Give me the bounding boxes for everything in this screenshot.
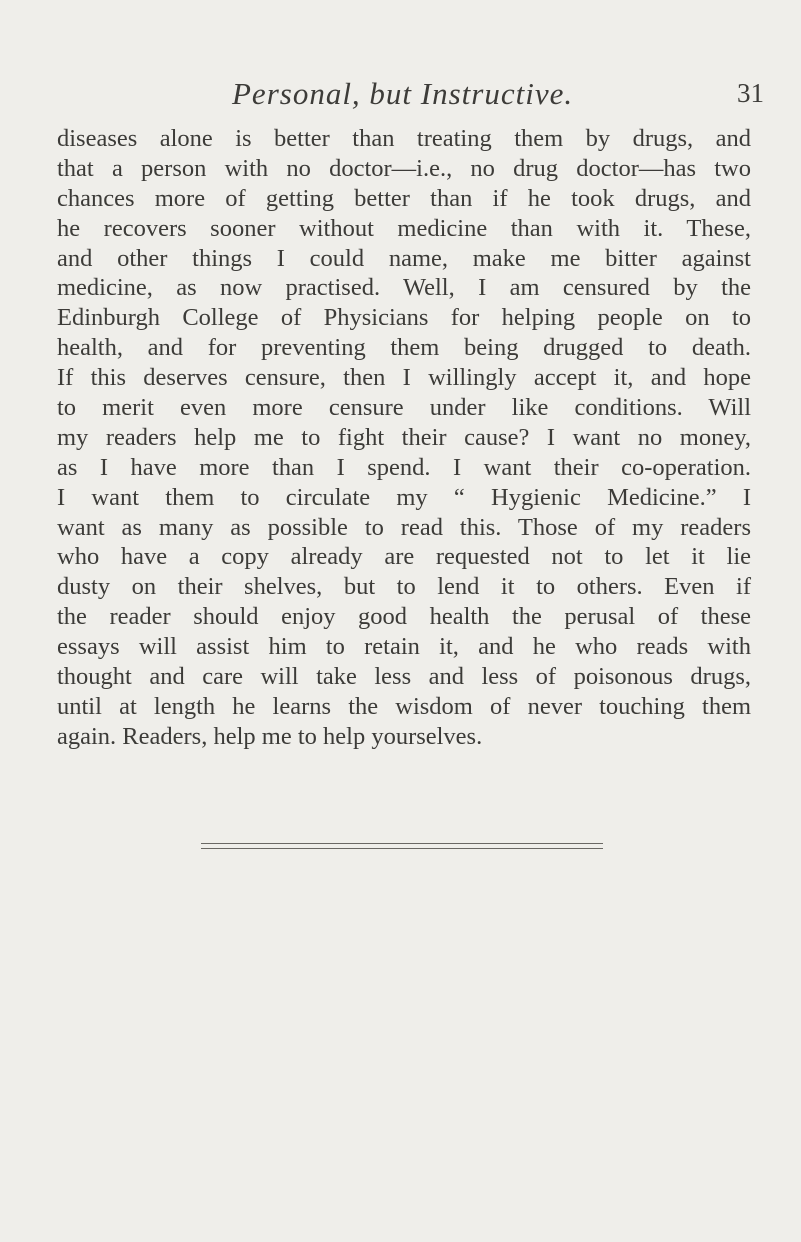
text-line: essays will assist him to retain it, and he who reads with	[57, 633, 751, 661]
running-head	[0, 76, 801, 116]
running-title: Personal, but Instructive.	[232, 76, 574, 111]
text-line: and other things I could name, make me bitter against	[57, 244, 751, 272]
text-line: who have a copy already are requested not to let it lie	[57, 543, 751, 571]
text-line: medicine, as now practised. Well, I am censured by the	[57, 274, 751, 302]
text-line: diseases alone is better than treating them by drugs, and	[57, 125, 751, 152]
page-number: 31	[737, 78, 764, 108]
text-line: If this deserves censure, then I willingly accept it, and hope	[57, 364, 751, 392]
section-divider-rule	[201, 848, 603, 849]
body-paragraph	[57, 124, 751, 752]
text-line: the reader should enjoy good health the perusal of these	[57, 603, 751, 631]
text-line: health, and for preventing them being drugged to death.	[57, 334, 751, 362]
text-line: Edinburgh College of Physicians for helping people on to	[57, 304, 751, 332]
text-line: to merit even more censure under like conditions. Will	[57, 394, 751, 422]
text-line: I want them to circulate my “ Hygienic Medicine.” I	[57, 483, 751, 511]
text-line: until at length he learns the wisdom of never touching them	[57, 692, 751, 720]
text-line: as I have more than I spend. I want their co-operation.	[57, 453, 751, 481]
text-line: thought and care will take less and less of poisonous drugs,	[57, 663, 751, 691]
text-line: chances more of getting better than if he took drugs, and	[57, 184, 751, 212]
text-line: that a person with no doctor—i.e., no drug doctor—has two	[57, 154, 751, 182]
text-line: he recovers sooner without medicine than with it. These,	[57, 214, 751, 242]
section-divider-rule	[201, 843, 603, 844]
text-line: want as many as possible to read this. Those of my readers	[57, 513, 751, 541]
text-line: my readers help me to fight their cause? I want no money,	[57, 423, 751, 451]
text-line: again. Readers, help me to help yourselves.	[57, 722, 483, 750]
text-line: dusty on their shelves, but to lend it to others. Even if	[57, 573, 751, 601]
